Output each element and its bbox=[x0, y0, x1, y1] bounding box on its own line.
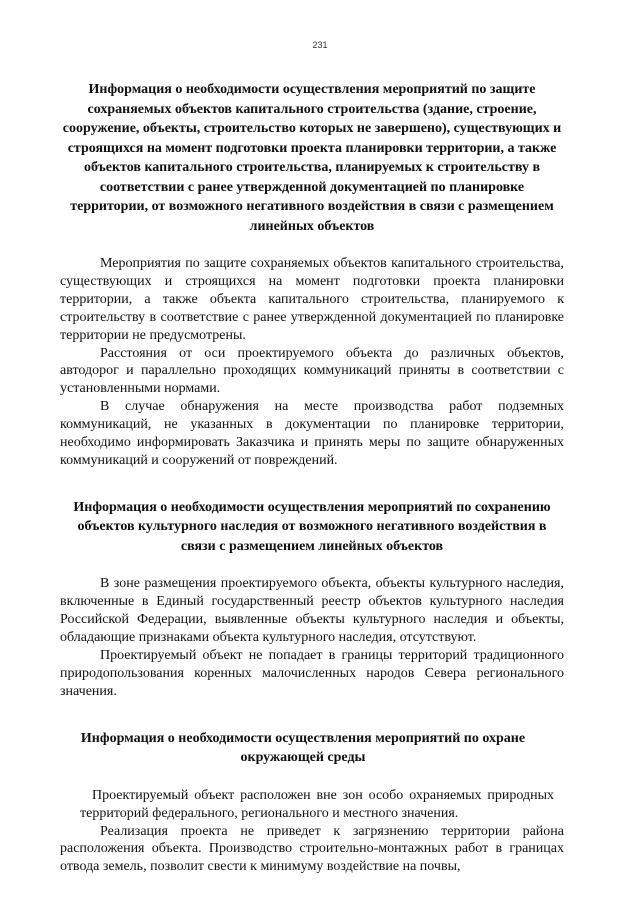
section-heading-cultural-heritage: Информация о необходимости осуществления мероприятий по сохранению объектов культурного наследия от возможного негативного воздействия в связи с размещением линейных объектов bbox=[73, 499, 551, 554]
paragraph: Расстояния от оси проектируемого объекта до различных объектов, автодорог и параллельно проходящих коммуникаций приняты в соответствии с установленными нормами. bbox=[60, 345, 564, 397]
section-heading-construction-protection: Информация о необходимости осуществления мероприятий по защите сохраняемых объектов капитального строительства (здание, строение, сооружение, объекты, строительство которых не завершено), существующих и строящихся на момент подготовки проекта планировки территории, а также объектов капитального строительства, планируемых к строительству в соответствии с ранее утвержденной документацией по планировке территории, от возможного негативного воздействия в связи с размещением линейных объектов bbox=[62, 82, 562, 234]
paragraph: Мероприятия по защите сохраняемых объектов капитального строительства, существующих и строящихся на момент подготовки проекта планировки территории, а также объекта капитального строительства, планируемого к строительству в соответствие с ранее утвержденной документацией по планировке территории не предусмотрены. bbox=[60, 256, 564, 343]
paragraph: Проектируемый объект расположен вне зон особо охраняемых природных территорий федерального, регионального и местного значения. bbox=[80, 787, 554, 821]
document-body bbox=[60, 80, 564, 876]
page-number: 231 bbox=[312, 40, 328, 50]
paragraph: В зоне размещения проектируемого объекта, объекты культурного наследия, включенные в Единый государственный реестр объектов культурного наследия Российской Федерации, выявленные объекты культурного наследия и объекты, обладающие признаками объекта культурного наследия, отсутствуют. bbox=[60, 576, 564, 646]
section-heading-environment-protection: Информация о необходимости осуществления мероприятий по охране окружающей среды bbox=[80, 730, 526, 766]
paragraph: Проектируемый объект не попадает в границы территорий традиционного природопользования коренных малочисленных народов Севера регионального значения. bbox=[60, 648, 564, 699]
paragraph: В случае обнаружения на месте производства работ подземных коммуникаций, не указанных в документации по планировке территории, необходимо информировать Заказчика и принять меры по защите обнаруженных коммуникаций и сооружений от повреждений. bbox=[60, 399, 564, 468]
paragraph: Реализация проекта не приведет к загрязнению территории района расположения объекта. Производство строительно-монтажных работ в границах отвода земель, позволит свести к минимуму воздействие на почвы, bbox=[60, 823, 564, 875]
